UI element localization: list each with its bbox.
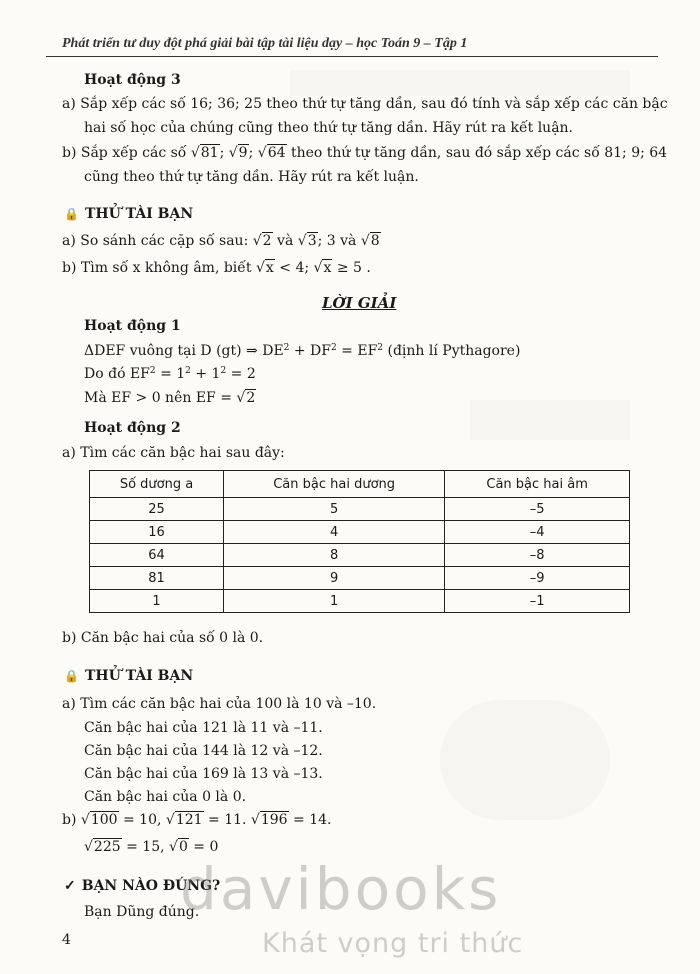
radicand: 121 [175, 812, 203, 828]
try-2-b-line2 [84, 839, 218, 855]
radicand: 0 [178, 839, 188, 855]
sqrt-expression: √2 [252, 233, 272, 249]
bleed-through [440, 700, 610, 820]
activity-3-b-line1 [62, 145, 667, 161]
activity-1-line1 [84, 343, 520, 359]
column-header: Căn bậc hai âm [445, 471, 630, 498]
sqrt-expression: √9 [228, 145, 248, 161]
try-2-line: Căn bậc hai của 144 là 12 và –12. [84, 743, 323, 759]
sqrt-expression: √2 [236, 390, 256, 406]
sqrt-expression: √64 [257, 145, 286, 161]
activity-1-line2 [84, 366, 256, 382]
page-number: 4 [62, 932, 71, 948]
watermark-slogan: Khát vọng tri thức [262, 928, 524, 959]
text: < 4; [279, 260, 310, 276]
table-cell: 1 [90, 590, 224, 613]
text: ΔDEF vuông tại D (gt) ⇒ DE [84, 343, 284, 359]
column-header: Số dương a [90, 471, 224, 498]
solution-title: LỜI GIẢI [322, 294, 397, 312]
sqrt-expression: √81 [190, 145, 219, 161]
section-title: BẠN NÀO ĐÚNG? [81, 878, 221, 894]
radicand: 225 [93, 839, 121, 855]
radicand: 8 [370, 233, 380, 249]
square-roots-table [89, 470, 630, 613]
table-cell: 5 [224, 498, 445, 521]
table-cell: –4 [445, 521, 630, 544]
activity-3-a-line2: hai số học của chúng cũng theo thứ tự tăng dần. Hãy rút ra kết luận. [84, 120, 574, 136]
text: theo thứ tự tăng dần, sau đó sắp xếp các số 81; 9; 64 [290, 145, 668, 161]
radicand: 3 [307, 233, 317, 249]
table-cell: –9 [445, 567, 630, 590]
try-2-line: Căn bậc hai của 121 là 11 và –11. [84, 720, 323, 736]
text: ; [248, 145, 254, 161]
radicand: 81 [200, 145, 219, 161]
sqrt-expression: √8 [360, 233, 380, 249]
text: = 2 [226, 366, 256, 382]
text: = 0 [188, 839, 219, 855]
sqrt-expression: √x [313, 260, 332, 276]
table-cell: 8 [224, 544, 445, 567]
text: + 1 [190, 366, 221, 382]
activity-3-heading: Hoạt động 3 [84, 72, 181, 88]
activity-3-a-line1: a) Sắp xếp các số 16; 36; 25 theo thứ tự tăng dần, sau đó tính và sắp xếp các căn bậc [62, 96, 668, 112]
try-1-a [62, 233, 381, 249]
table-header-row [90, 471, 630, 498]
text: = 11. [203, 812, 247, 828]
table-row [90, 521, 630, 544]
table-row [90, 567, 630, 590]
running-header: Phát triển tư duy đột phá giải bài tập tài liệu dạy – học Toán 9 – Tập 1 [62, 36, 468, 51]
radicand: 9 [238, 145, 248, 161]
text: và [277, 233, 294, 249]
table-row [90, 498, 630, 521]
sqrt-expression: √0 [169, 839, 188, 855]
radicand: 196 [260, 812, 288, 828]
text: = 14. [288, 812, 332, 828]
text: ; [219, 145, 225, 161]
radicand: x [323, 260, 332, 276]
text: = EF [336, 343, 378, 359]
try-2-line: a) Tìm các căn bậc hai của 100 là 10 và –10. [62, 696, 377, 712]
table-cell: –8 [445, 544, 630, 567]
sqrt-expression: √100 [80, 812, 118, 828]
watermark-brand: davibooks [180, 855, 502, 923]
table-cell: –1 [445, 590, 630, 613]
sqrt-expression: √121 [165, 812, 203, 828]
try-1-b [62, 260, 371, 276]
try-2-line: Căn bậc hai của 169 là 13 và –13. [84, 766, 323, 782]
activity-1-line3 [84, 390, 256, 406]
text: Do đó EF [84, 366, 150, 382]
table-cell: –5 [445, 498, 630, 521]
table-cell: 9 [224, 567, 445, 590]
try-2-b-line1 [62, 812, 331, 828]
activity-3-b-line2: cũng theo thứ tự tăng dần. Hãy rút ra kết luận. [84, 169, 419, 185]
section-title: THỬ TÀI BẠN [84, 206, 194, 222]
header-rule [46, 56, 658, 57]
radicand: 2 [262, 233, 272, 249]
try-it-heading [64, 206, 193, 222]
text: a) So sánh các cặp số sau: [62, 233, 249, 249]
try-it-heading [64, 668, 193, 684]
radicand: 64 [267, 145, 286, 161]
text: = 1 [155, 366, 186, 382]
column-header: Căn bậc hai dương [224, 471, 445, 498]
bleed-through [290, 70, 630, 96]
lock-icon: 🔒 [64, 207, 79, 221]
text: b) Sắp xếp các số [62, 145, 187, 161]
text: + DF [289, 343, 331, 359]
bleed-through [470, 400, 630, 440]
text: ≥ 5 . [336, 260, 371, 276]
radicand: 100 [90, 812, 118, 828]
exponent: 2 [377, 343, 384, 353]
text: ; 3 và [317, 233, 357, 249]
text: b) [62, 812, 77, 828]
table-cell: 25 [90, 498, 224, 521]
section-title: THỬ TÀI BẠN [84, 668, 194, 684]
exponent: 2 [149, 366, 156, 376]
exponent: 2 [220, 366, 227, 376]
exponent: 2 [185, 366, 191, 376]
exponent: 2 [283, 343, 290, 353]
table-cell: 1 [224, 590, 445, 613]
activity-2-a: a) Tìm các căn bậc hai sau đây: [62, 445, 285, 461]
text: (định lí Pythagore) [383, 343, 521, 359]
activity-2-b: b) Căn bậc hai của số 0 là 0. [62, 630, 264, 646]
checkmark-icon: ✓ [64, 878, 76, 894]
radicand: 2 [246, 390, 256, 406]
text: = 15, [121, 839, 165, 855]
table-cell: 4 [224, 521, 445, 544]
try-2-line: Căn bậc hai của 0 là 0. [84, 789, 247, 805]
who-is-right-answer: Bạn Dũng đúng. [84, 904, 200, 920]
radicand: x [265, 260, 274, 276]
text: Mà EF > 0 nên EF = [84, 390, 232, 406]
table-cell: 64 [90, 544, 224, 567]
table-cell: 16 [90, 521, 224, 544]
activity-1-heading: Hoạt động 1 [84, 318, 181, 334]
table-row [90, 590, 630, 613]
sqrt-expression: √225 [84, 839, 121, 855]
sqrt-expression: √3 [297, 233, 317, 249]
exponent: 2 [330, 343, 337, 353]
sqrt-expression: √196 [250, 812, 288, 828]
table-row [90, 544, 630, 567]
text: = 10, [118, 812, 162, 828]
activity-2-heading: Hoạt động 2 [84, 420, 181, 436]
table-cell: 81 [90, 567, 224, 590]
sqrt-expression: √x [255, 260, 274, 276]
text: b) Tìm số x không âm, biết [62, 260, 252, 276]
lock-icon: 🔒 [64, 669, 79, 683]
